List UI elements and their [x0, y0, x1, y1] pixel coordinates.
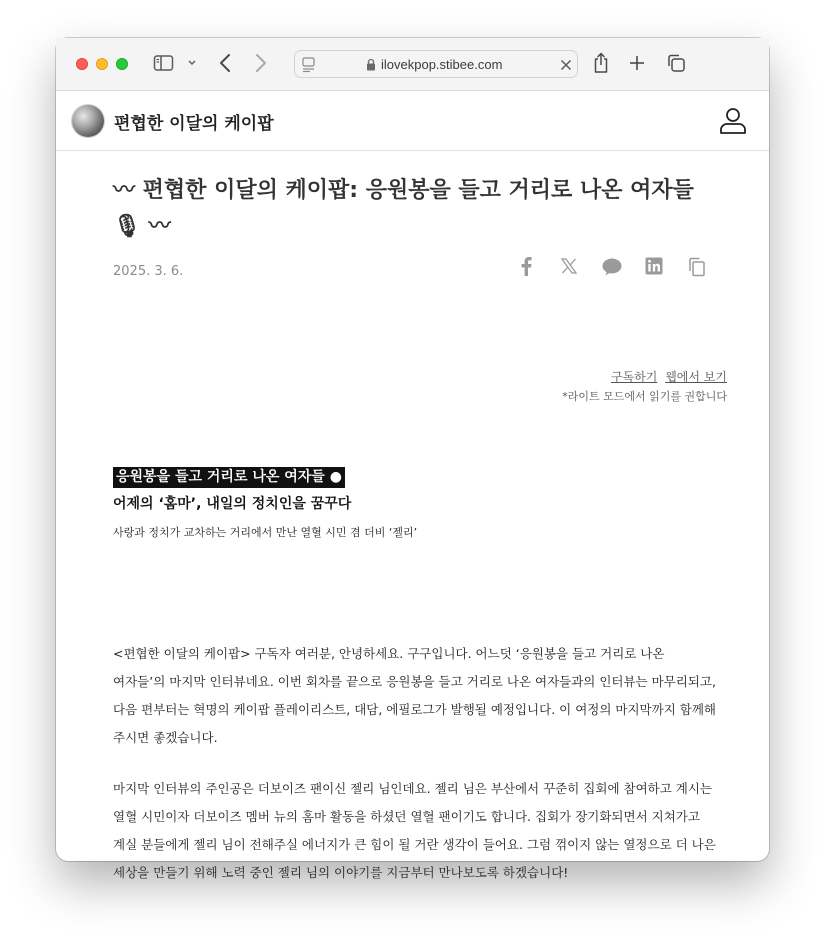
- interviewee-paragraph: 마지막 인터뷰의 주인공은 더보이즈 팬이신 젤리 님인데요. 젤리 님은 부산에서 꾸준히 집회에 참여하고 계시는 열혈 시민이자 더보이즈 멤버 뉴의 홈마 활동을 하셨던 열혈 팬이기도 합니다. 집회가 장기화되면서 지쳐가고 계실 분들에게 젤리 님이 전해주실 에너지가 큰 힘이 될 거란 생각이 들어요. 그럼 꺾이지 않는 열정으로 더 나은 세상을 만들기 위해 노력 중인 젤리 님의 이야기를 지금부터 만나보도록 하겠습니다!: [113, 781, 716, 880]
- back-arrow-icon[interactable]: [218, 53, 232, 73]
- zoom-window-button[interactable]: [116, 58, 128, 70]
- article-subtitle: 어제의 ‘홈마’, 내일의 정치인을 꿈꾸다: [113, 496, 352, 512]
- header-links: [607, 368, 727, 385]
- url-text[interactable]: ilovekpop.stibee.com: [381, 57, 503, 72]
- light-mode-note: *라이트 모드에서 읽기를 권합니다: [562, 390, 727, 403]
- browser-toolbar: [56, 38, 769, 91]
- post-title: 〰 편협한 이달의 케이팝: 응원봉을 들고 거리로 나온 여자들 🎙 〰: [113, 178, 694, 239]
- subscribe-link[interactable]: 구독하기: [611, 370, 658, 384]
- browser-window: [56, 38, 769, 880]
- copy-link-icon[interactable]: [688, 257, 706, 277]
- x-icon[interactable]: [561, 258, 577, 274]
- intro-paragraph: <편협한 이달의 케이팝> 구독자 여러분, 안녕하세요. 구구입니다. 어느덧 ‘응원봉을 들고 거리로 나온 여자들’의 마지막 인터뷰네요. 이번 회차를 끝으로 응원봉을 들고 거리로 나온 여자들과의 인터뷰는 마무리되고, 다음 편부터는 혁명의 케이팝 플레이리스트, 대담, 에필로그가 발행될 예정입니다. 이 여정의 마지막까지 함께해 주시면 좋겠습니다.: [113, 646, 716, 745]
- minimize-window-button[interactable]: [96, 58, 108, 70]
- site-logo[interactable]: [72, 105, 104, 137]
- sidebar-toggle-icon[interactable]: [153, 54, 175, 72]
- address-bar[interactable]: [294, 50, 578, 78]
- close-window-button[interactable]: [76, 58, 88, 70]
- web-view-link[interactable]: 웹에서 보기: [665, 370, 727, 384]
- site-name[interactable]: 편협한 이달의 케이팝: [114, 114, 274, 134]
- site-header: [56, 91, 769, 151]
- share-icon[interactable]: [592, 52, 610, 74]
- facebook-icon[interactable]: [518, 256, 534, 276]
- lock-icon: [366, 58, 376, 71]
- tab-overview-icon[interactable]: [666, 53, 686, 73]
- forward-arrow-icon[interactable]: [254, 53, 268, 73]
- linkedin-icon[interactable]: [645, 257, 663, 275]
- kakaotalk-icon[interactable]: [602, 258, 622, 276]
- chevron-down-icon[interactable]: [187, 59, 197, 67]
- section-highlight-title: 응원봉을 들고 거리로 나온 여자들 ●: [113, 467, 345, 488]
- article-content: [56, 151, 769, 880]
- clear-url-icon[interactable]: [560, 59, 572, 71]
- post-date: 2025. 3. 6.: [113, 264, 184, 279]
- new-tab-icon[interactable]: [629, 55, 645, 71]
- reader-mode-icon[interactable]: [302, 57, 316, 73]
- article-tagline: 사랑과 정치가 교차하는 거리에서 만난 열혈 시민 겸 더비 ‘젤리’: [113, 526, 418, 539]
- user-account-icon[interactable]: [718, 107, 748, 135]
